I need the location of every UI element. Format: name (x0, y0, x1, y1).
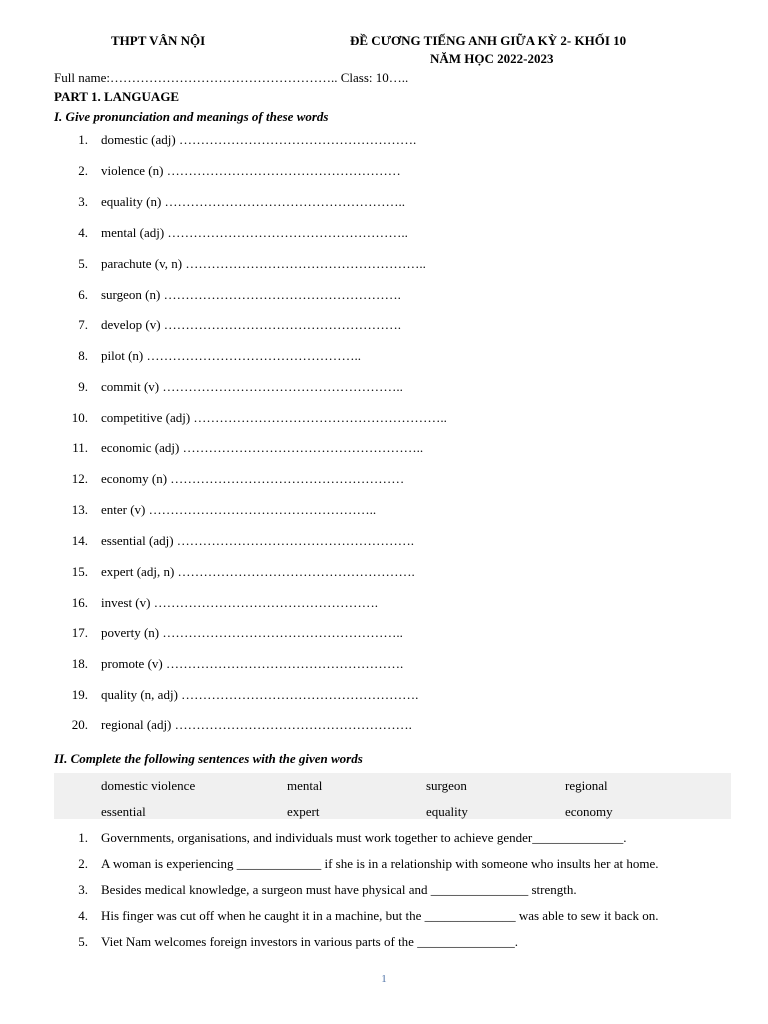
list-item-text: economic (adj) ……………………………………………….. (101, 440, 424, 455)
part1-heading: PART 1. LANGUAGE (54, 89, 180, 104)
list-item-number: 14. (71, 533, 88, 548)
word-box-item: economy (565, 804, 613, 819)
word-box-item: surgeon (426, 778, 467, 793)
page-number: 1 (381, 973, 387, 985)
sentence-number: 1. (78, 830, 88, 845)
sentence-text: Viet Nam welcomes foreign investors in various parts of the _______________. (101, 934, 518, 949)
list-item-text: essential (adj) ………………………………………………. (101, 533, 415, 548)
list-item-number: 6. (78, 287, 88, 302)
list-item-number: 10. (71, 410, 88, 425)
school-year: NĂM HỌC 2022-2023 (430, 51, 554, 66)
word-box-item: domestic violence (101, 778, 196, 793)
word-box (54, 773, 731, 819)
fullname-class-line: Full name:…………………………………………….. Class: 10….. (54, 70, 409, 85)
list-item-text: competitive (adj) ………………………………………………….. (101, 410, 447, 425)
word-box-item: equality (426, 804, 468, 819)
list-item-text: quality (n, adj) ………………………………………………. (101, 687, 419, 702)
list-item-text: parachute (v, n) ……………………………………………….. (101, 256, 426, 271)
list-item-text: economy (n) ……………………………………………… (101, 471, 405, 486)
list-item-number: 11. (72, 440, 88, 455)
list-item-number: 1. (78, 132, 88, 147)
sentence-number: 2. (78, 856, 88, 871)
list-item-number: 4. (78, 225, 88, 240)
list-item-text: expert (adj, n) ………………………………………………. (101, 564, 415, 579)
sentence-number: 3. (78, 882, 88, 897)
sentence-text: Governments, organisations, and individuals must work together to achieve gender______________. (101, 830, 627, 845)
sentence-number: 5. (78, 934, 88, 949)
list-item-text: commit (v) ……………………………………………….. (101, 379, 403, 394)
sentence-text: A woman is experiencing _____________ if she is in a relationship with someone who insults her at home. (101, 856, 659, 871)
list-item-number: 13. (71, 502, 88, 517)
list-item-number: 20. (71, 717, 88, 732)
section2-heading: II. Complete the following sentences with the given words (54, 751, 363, 766)
word-box-item: mental (287, 778, 323, 793)
list-item-text: surgeon (n) ………………………………………………. (101, 287, 401, 302)
sentence-text: Besides medical knowledge, a surgeon must have physical and _______________ strength. (101, 882, 577, 897)
list-item-number: 18. (71, 656, 88, 671)
list-item-number: 2. (78, 163, 88, 178)
school-name: THPT VÂN NỘI (111, 33, 206, 48)
list-item-text: invest (v) ……………………………………………. (101, 595, 378, 610)
sentence-text: His finger was cut off when he caught it in a machine, but the ______________ was able to sew it back on. (101, 908, 659, 923)
list-item-text: violence (n) ……………………………………………… (101, 163, 401, 178)
list-item-text: domestic (adj) ………………………………………………. (101, 132, 417, 147)
list-item-number: 16. (71, 595, 88, 610)
list-item-text: pilot (n) ………………………………………….. (101, 348, 361, 363)
list-item-text: equality (n) ……………………………………………….. (101, 194, 406, 209)
sentence-number: 4. (78, 908, 88, 923)
word-box-item: regional (565, 778, 608, 793)
list-item-number: 9. (78, 379, 88, 394)
section1-heading: I. Give pronunciation and meanings of these words (54, 109, 329, 124)
list-item-text: promote (v) ………………………………………………. (101, 656, 404, 671)
list-item-number: 3. (78, 194, 88, 209)
list-item-text: mental (adj) ……………………………………………….. (101, 225, 408, 240)
list-item-number: 12. (71, 471, 88, 486)
list-item-number: 17. (71, 625, 88, 640)
list-item-number: 5. (78, 256, 88, 271)
list-item-number: 19. (71, 687, 88, 702)
list-item-number: 8. (78, 348, 88, 363)
list-item-text: regional (adj) ………………………………………………. (101, 717, 412, 732)
word-box-item: essential (101, 804, 146, 819)
list-item-text: poverty (n) ……………………………………………….. (101, 625, 403, 640)
list-item-number: 15. (71, 564, 88, 579)
word-box-item: expert (287, 804, 320, 819)
list-item-text: enter (v) …………………………………………….. (101, 502, 377, 517)
list-item-text: develop (v) ………………………………………………. (101, 317, 402, 332)
exam-title: ĐỀ CƯƠNG TIẾNG ANH GIỮA KỲ 2- KHỐI 10 (350, 33, 627, 48)
list-item-number: 7. (78, 317, 88, 332)
